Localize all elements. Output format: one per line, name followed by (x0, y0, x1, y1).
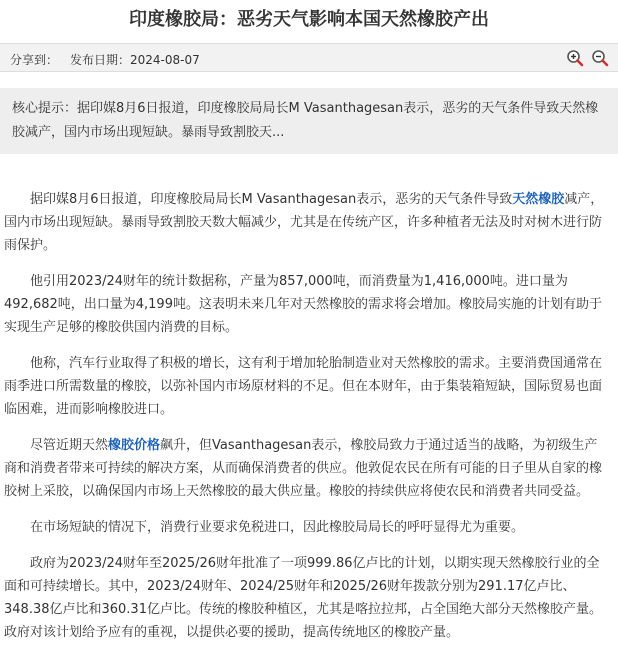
zoom-out-button[interactable] (591, 49, 609, 67)
zoom-in-icon (566, 49, 584, 67)
paragraph-1 (4, 188, 610, 257)
article-title: 印度橡胶局：恶劣天气影响本国天然橡胶产出 (129, 9, 489, 30)
publish-date-value: 2024-08-07 (130, 53, 200, 67)
paragraph-3: 他称，汽车行业取得了积极的增长，这有利于增加轮胎制造业对天然橡胶的需求。主要消费国通常在雨季进口所需数量的橡胶，以弥补国内市场原材料的不足。但在本财年，由于集装箱短缺，国际贸易也面临困难，进而影响橡胶进口。 (4, 356, 603, 417)
summary-box (0, 88, 618, 154)
keyword-link-rubber-price[interactable]: 橡胶价格 (108, 438, 161, 453)
paragraph-2: 他引用2023/24财年的统计数据称，产量为857,000吨，而消费量为1,416,000吨。进口量为492,682吨，出口量为4,199吨。这表明未来几年对天然橡胶的需求将会增加。橡胶局实施的计划有助于实现生产足够的橡胶供国内消费的目标。 (4, 274, 602, 335)
zoom-out-icon (591, 49, 609, 67)
paragraph-4 (4, 434, 610, 503)
paragraph-1-text-a: 据印媒8月6日报道，印度橡胶局局长M Vasanthagesan表示，恶劣的天气条件导致 (30, 192, 513, 207)
summary-label: 核心提示： (12, 101, 78, 116)
paragraph-1-text-b: 减产，国内市场出现短缺。暴雨导致割胶天数大幅减少，尤其是在传统产区，许多种植者无法及时对树木进行防雨保护。 (4, 192, 604, 253)
article-body (4, 188, 610, 657)
zoom-in-button[interactable] (566, 49, 584, 67)
paragraph-6: 政府为2023/24财年至2025/26财年批准了一项999.86亿卢比的计划，以期实现天然橡胶行业的全面和可持续增长。其中，2023/24财年、2024/25财年和2025/26财年拨款分别为291.17亿卢比、348.38亿卢比和360.31亿卢比。传统的橡胶种植区，尤其是喀拉拉邦，占全国绝大部分天然橡胶产量。政府对该计划给予应有的重视，以提供必要的援助，提高传统地区的橡胶产量。 (4, 556, 602, 640)
paragraph-4-text-b: 飙升，但Vasanthagesan表示，橡胶局致力于通过适当的战略，为初级生产商和消费者带来可持续的解决方案，从而确保消费者的供应。他敦促农民在所有可能的日子里从自家的橡胶树上采胶，以确保国内市场上天然橡胶的最大供应量。橡胶的持续供应将使农民和消费者共同受益。 (4, 438, 603, 499)
publish-date-label: 发布日期： (70, 53, 131, 67)
keyword-link-natural-rubber[interactable]: 天然橡胶 (512, 192, 565, 207)
paragraph-4-text-a: 尽管近期天然 (30, 438, 109, 453)
meta-bar (0, 43, 618, 72)
summary-text: 据印媒8月6日报道，印度橡胶局局长M Vasanthagesan表示，恶劣的天气条件导致天然橡胶减产，国内市场出现短缺。暴雨导致割胶天... (12, 101, 599, 140)
publish-date (70, 51, 200, 68)
share-label[interactable]: 分享到： (10, 53, 59, 67)
paragraph-5: 在市场短缺的情况下，消费行业要求免税进口，因此橡胶局局长的呼吁显得尤为重要。 (30, 520, 525, 535)
